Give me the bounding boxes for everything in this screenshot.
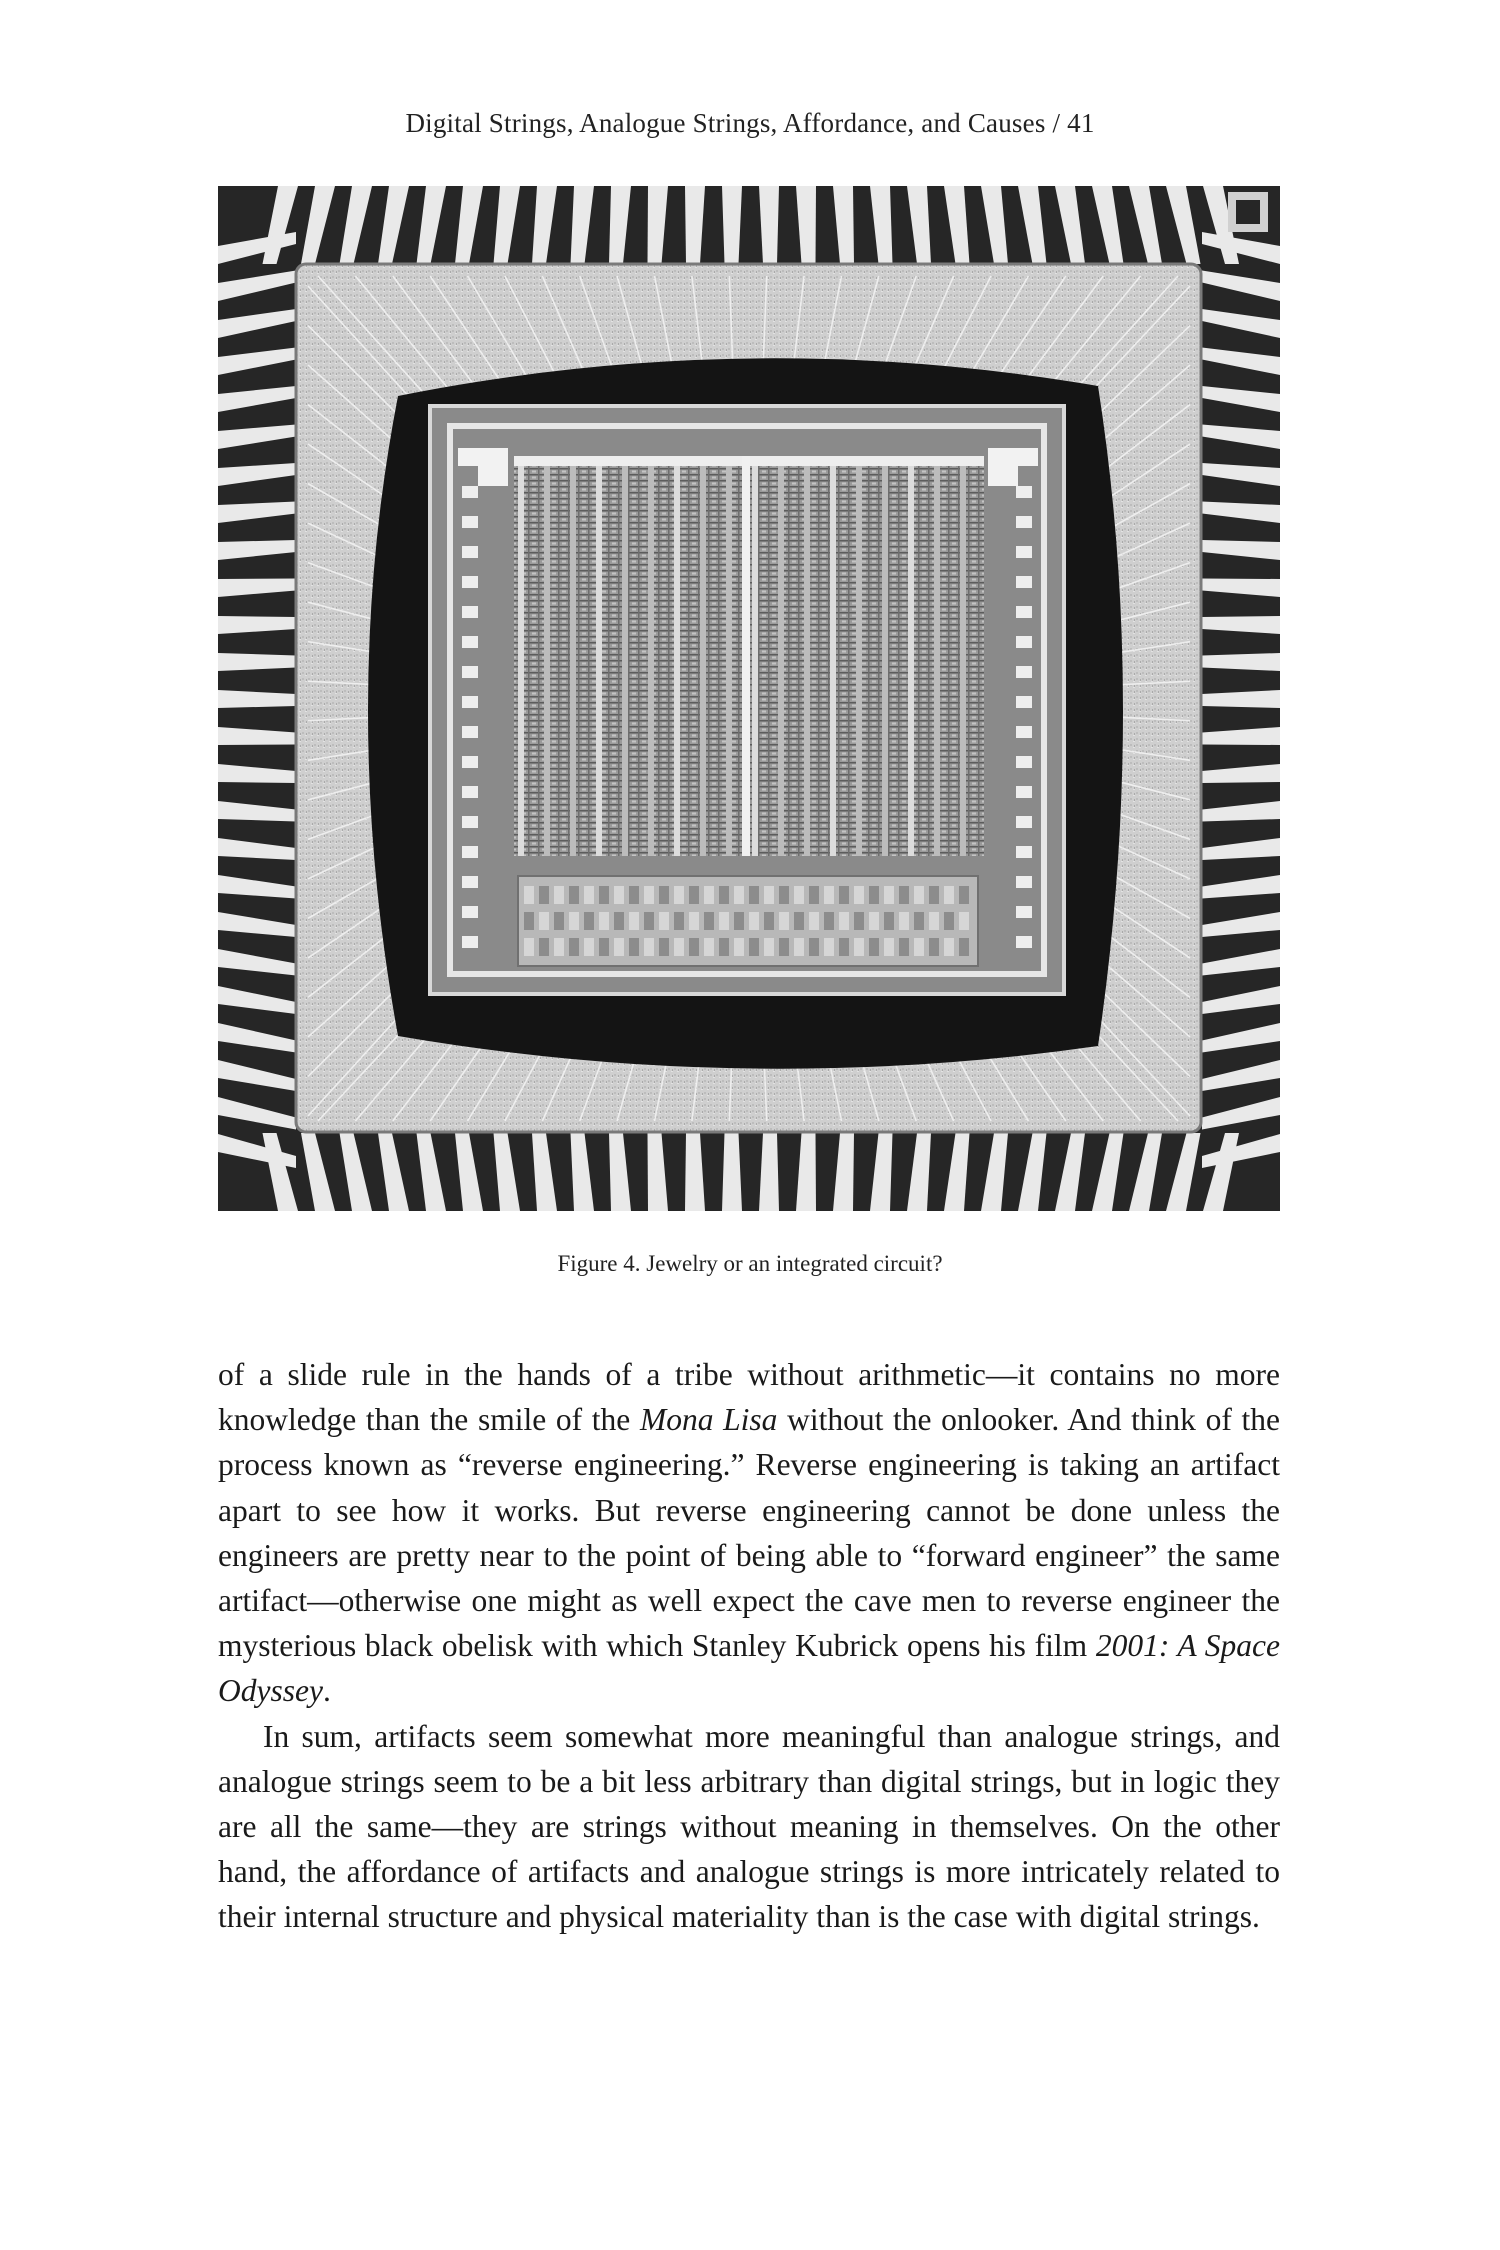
italic-run: Mona Lisa [639, 1402, 778, 1438]
body-text [218, 1352, 1280, 1940]
text-run: . [322, 1673, 331, 1709]
text-run: In sum, artifacts seem somewhat more meaningful than analogue strings, and analogue strings seem to be a bit less arbitrary than digital strings, but in logic they are all the same—they are strings without meaning in themselves. On the other hand, the affordance of artifacts and analogue strings is more intricately related to their internal structure and physical materiality than is the case with digital strings. [218, 1718, 1280, 1935]
text-run: of a slide rule in the hands of a tribe without arithmetic—it contains no more knowledge than the smile of the [218, 1357, 1280, 1438]
paragraph-1 [218, 1352, 1280, 1714]
integrated-circuit-photo [218, 186, 1280, 1211]
paragraph-2 [218, 1714, 1280, 1940]
running-head: Digital Strings, Analogue Strings, Affordance, and Causes / 41 [405, 108, 1095, 138]
italic-run: 2001: A Space Odyssey [218, 1628, 1281, 1709]
figure-caption: Figure 4. Jewelry or an integrated circuit? [557, 1251, 943, 1276]
text-run: without the onlooker. And think of the process known as “reverse engineering.” Reverse engineering is taking an artifact apart to see how it works. But reverse engineering cannot be done unless the engineers are pretty near to the point of being able to “forward engineer” the same artifact—otherwise one might as well expect the cave men to reverse engineer the mysterious black obelisk with which Stanley Kubrick opens his film [218, 1402, 1280, 1664]
